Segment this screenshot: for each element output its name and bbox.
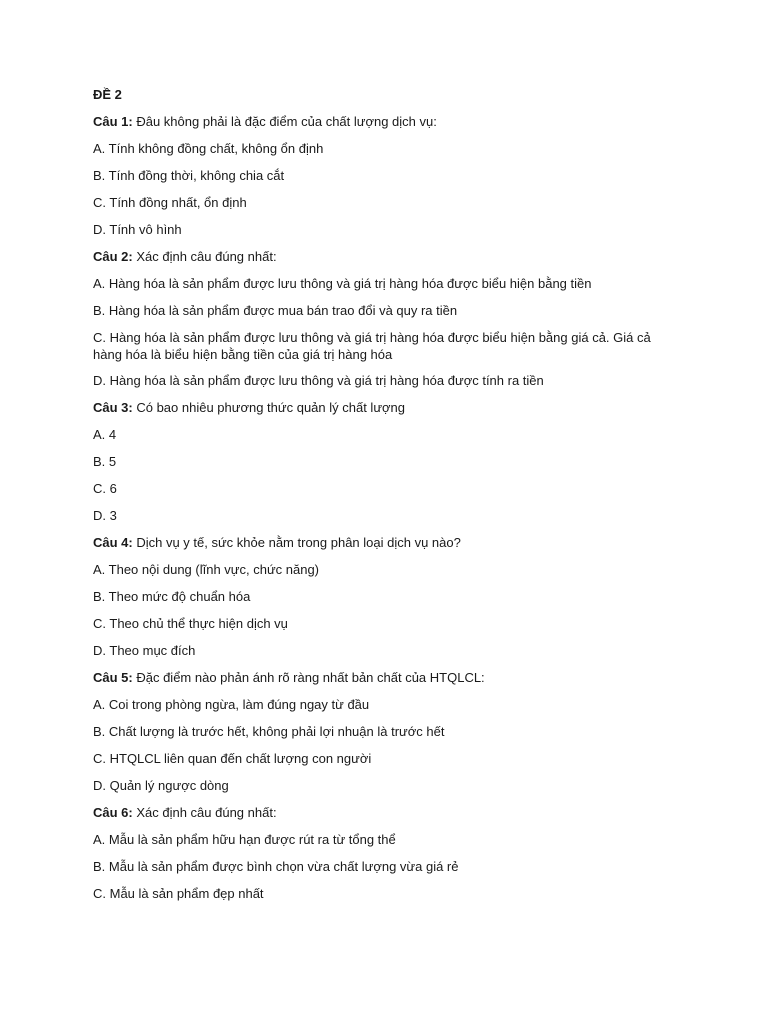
question-3 [93, 399, 683, 417]
question-1-option-d: D. Tính vô hình [93, 222, 182, 237]
question-4 [93, 534, 683, 552]
question-2-option-b: B. Hàng hóa là sản phẩm được mua bán trao đổi và quy ra tiền [93, 303, 458, 318]
question-3-option-c: C. 6 [93, 481, 117, 496]
question-2-option-c: C. Hàng hóa là sản phẩm được lưu thông và giá trị hàng hóa được biểu hiện bằng giá cả. Giá cả hàng hóa là biểu hiện bằng tiền của giá trị hàng hóa [93, 330, 651, 362]
question-1-option-a: A. Tính không đồng chất, không ổn định [93, 141, 324, 156]
question-3-option-d: D. 3 [93, 508, 117, 523]
question-5-option-c: C. HTQLCL liên quan đến chất lượng con người [93, 751, 372, 766]
question-4-option-b: B. Theo mức độ chuẩn hóa [93, 589, 251, 604]
question-4-option-c: C. Theo chủ thể thực hiện dịch vụ [93, 616, 288, 631]
question-1-label: Câu 1: [93, 114, 133, 129]
question-1-text: Đâu không phải là đặc điểm của chất lượng dịch vụ: [132, 114, 437, 129]
question-4-option-d: D. Theo mục đích [93, 643, 196, 658]
question-6-option-c: C. Mẫu là sản phẩm đẹp nhất [93, 886, 264, 901]
question-1 [93, 113, 683, 131]
question-4-text: Dịch vụ y tế, sức khỏe nằm trong phân loại dịch vụ nào? [132, 535, 461, 550]
question-2-text: Xác định câu đúng nhất: [132, 249, 277, 264]
question-6-option-a: A. Mẫu là sản phẩm hữu hạn được rút ra từ tổng thể [93, 832, 396, 847]
question-2-label: Câu 2: [93, 249, 133, 264]
question-2-option-a: A. Hàng hóa là sản phẩm được lưu thông và giá trị hàng hóa được biểu hiện bằng tiền [93, 276, 592, 291]
document-page [93, 86, 683, 912]
question-6-label: Câu 6: [93, 805, 133, 820]
question-6 [93, 804, 683, 822]
question-4-option-a: A. Theo nội dung (lĩnh vực, chức năng) [93, 562, 320, 577]
question-1-option-c: C. Tính đồng nhất, ổn định [93, 195, 247, 210]
question-3-text: Có bao nhiêu phương thức quản lý chất lượng [132, 400, 406, 415]
question-2 [93, 248, 683, 266]
question-4-label: Câu 4: [93, 535, 133, 550]
question-5-label: Câu 5: [93, 670, 133, 685]
question-6-option-b: B. Mẫu là sản phẩm được bình chọn vừa chất lượng vừa giá rẻ [93, 859, 459, 874]
question-2-option-d: D. Hàng hóa là sản phẩm được lưu thông và giá trị hàng hóa được tính ra tiền [93, 373, 544, 388]
question-5-text: Đặc điểm nào phản ánh rõ ràng nhất bản chất của HTQLCL: [132, 670, 485, 685]
question-3-option-a: A. 4 [93, 427, 117, 442]
question-5-option-a: A. Coi trong phòng ngừa, làm đúng ngay từ đầu [93, 697, 370, 712]
question-5-option-d: D. Quản lý ngược dòng [93, 778, 229, 793]
question-5-option-b: B. Chất lượng là trước hết, không phải lợi nhuận là trước hết [93, 724, 445, 739]
question-1-option-b: B. Tính đồng thời, không chia cắt [93, 168, 285, 183]
document-title: ĐỀ 2 [93, 87, 122, 102]
question-3-option-b: B. 5 [93, 454, 117, 469]
question-3-label: Câu 3: [93, 400, 133, 415]
question-5 [93, 669, 683, 687]
question-6-text: Xác định câu đúng nhất: [132, 805, 277, 820]
